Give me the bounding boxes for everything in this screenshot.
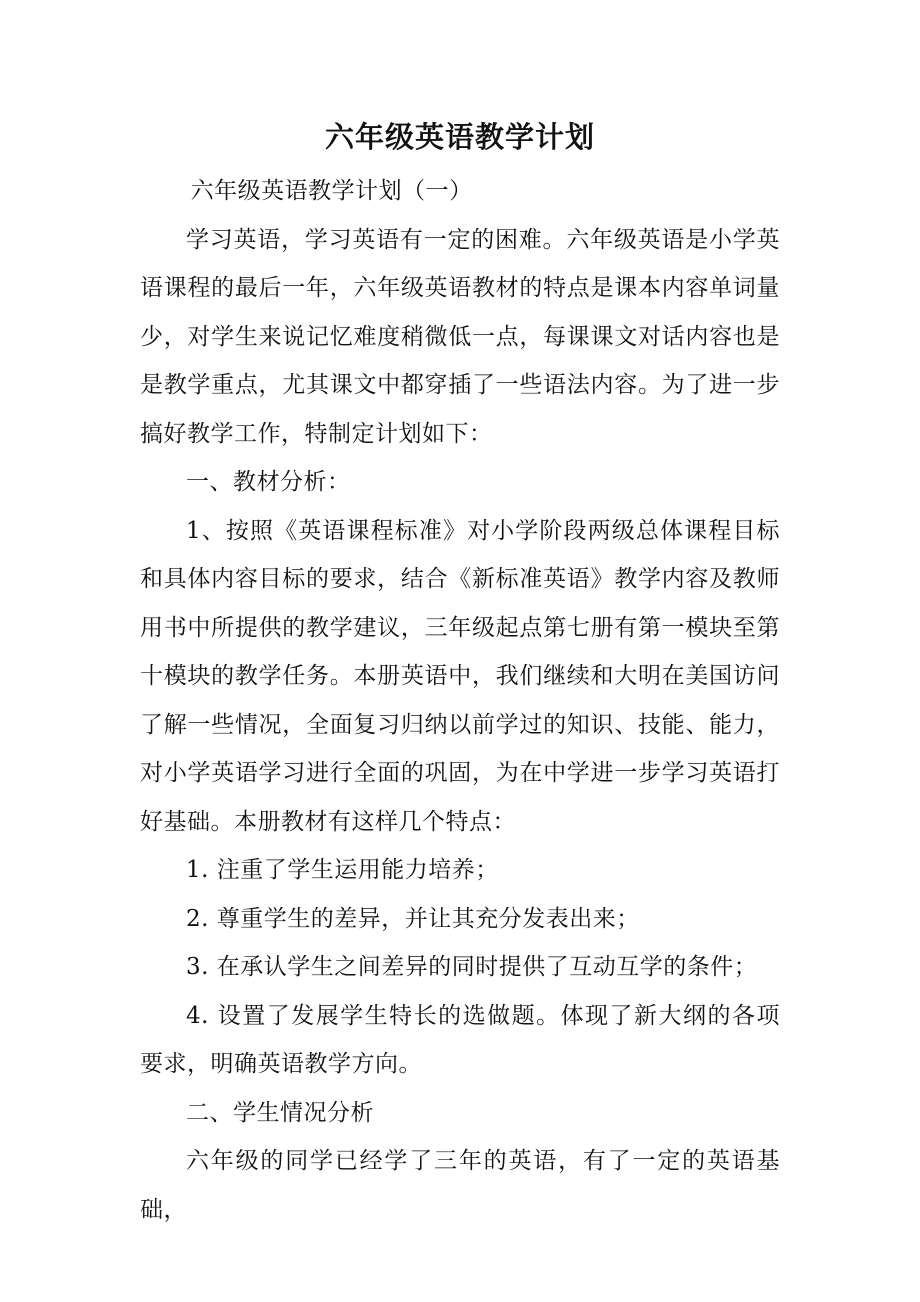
section-heading-student-analysis: 二、学生情况分析 [186,1099,374,1126]
list-item-4: 4. 设置了发展学生特长的选做题。体现了新大纲的各项要求，明确英语教学方向。 [140,1002,780,1077]
list-item-1: 1. 注重了学生运用能力培养； [186,857,499,883]
list-item-3: 3. 在承认学生之间差异的同时提供了互动互学的条件； [186,954,758,980]
list-item-2: 2. 尊重学生的差异，并让其充分发表出来； [186,905,640,932]
section-heading-textbook-analysis: 一、教材分析： [186,469,351,495]
document-subtitle: 六年级英语教学计划（一） [190,178,473,204]
document-title: 六年级英语教学计划 [324,120,595,154]
paragraph-intro: 学习英语，学习英语有一定的困难。六年级英语是小学英语课程的最后一年，六年级英语教材的特点是课本内容单词量少，对学生来说记忆难度稍微低一点，每课课文对话内容也是是教学重点，尤其课文中都穿插了一些语法内容。为了进一步搞好教学工作，特制定计划如下： [140,226,780,447]
paragraph-textbook-analysis: 1、按照《英语课程标准》对小学阶段两级总体课程目标和具体内容目标的要求，结合《新标准英语》教学内容及教师用书中所提供的教学建议，三年级起点第七册有第一模块至第十模块的教学任务。本册英语中，我们继续和大明在美国访问了解一些情况，全面复习归纳以前学过的知识、技能、能力，对小学英语学习进行全面的巩固，为在中学进一步学习英语打好基础。本册教材有这样几个特点： [140,517,780,835]
paragraph-student-analysis: 六年级的同学已经学了三年的英语，有了一定的英语基础， [140,1148,780,1223]
